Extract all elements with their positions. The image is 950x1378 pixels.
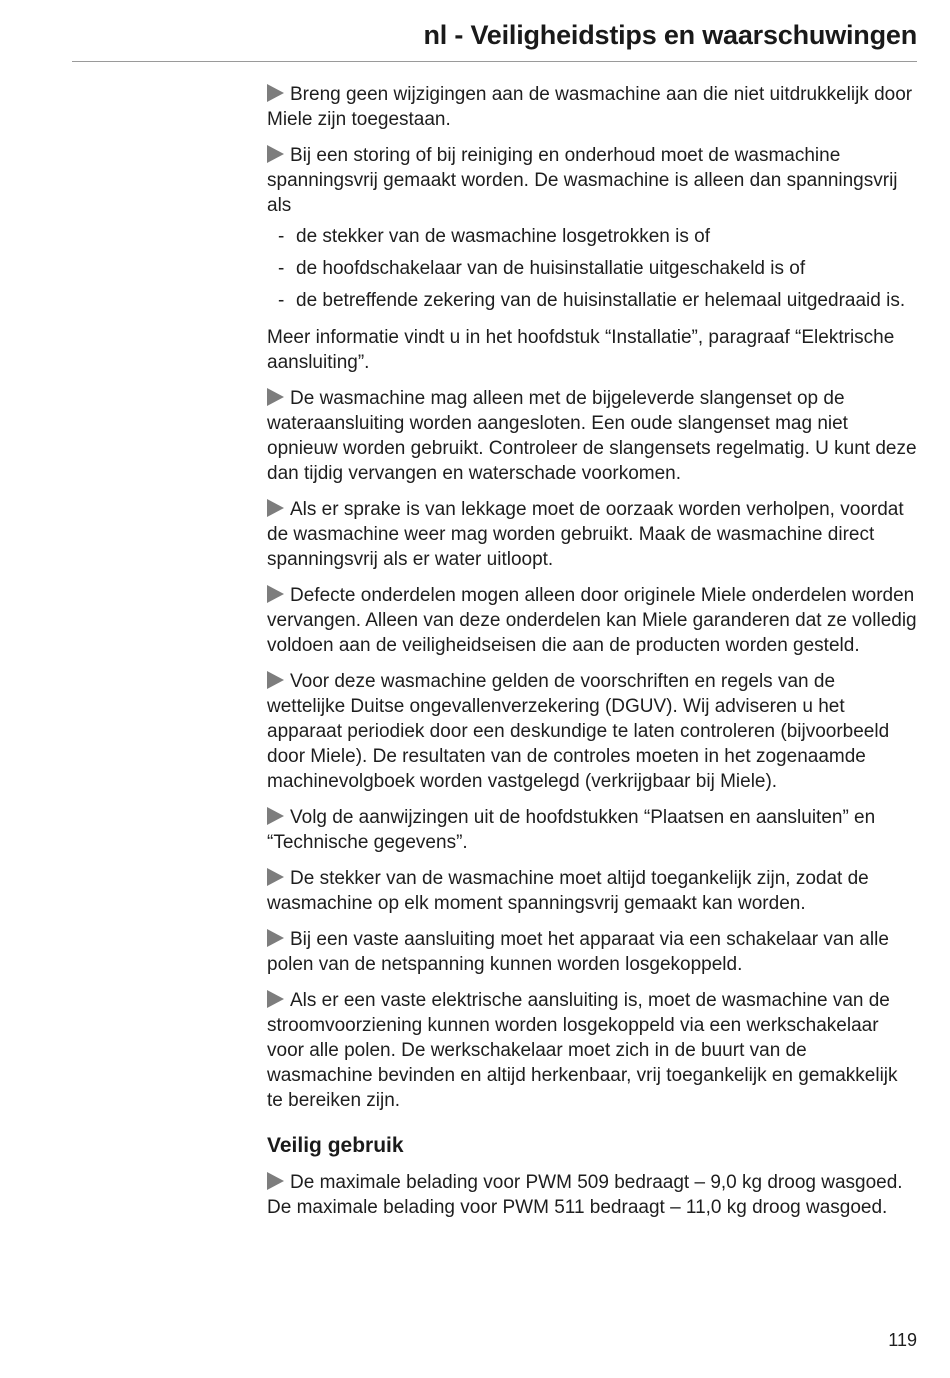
dash-marker: - (278, 290, 285, 311)
list-item-text: de betreffende zekering van de huisinstallatie er helemaal uitgedraaid is. (296, 290, 906, 311)
triangle-right-icon (267, 585, 284, 603)
paragraph (267, 927, 917, 977)
paragraph-text: De wasmachine mag alleen met de bijgeleverde slangenset op de wateraansluiting worden aangesloten. Een oude slangenset mag niet opnieuw worden gebruikt. Controleer de slangensets regelmatig. U kunt deze dan tijdig vervangen en waterschade voorkomen. (267, 388, 917, 484)
page-number: 119 (888, 1330, 917, 1350)
paragraph (267, 1170, 917, 1220)
paragraph-text: Bij een storing of bij reiniging en onderhoud moet de wasmachine spanningsvrij gemaakt worden. De wasmachine is alleen dan spanningsvrij als (267, 145, 898, 216)
paragraph (267, 583, 917, 658)
paragraph-text: Volg de aanwijzingen uit de hoofdstukken “Plaatsen en aansluiten” en “Technische gegevens”. (267, 807, 876, 853)
paragraph (267, 805, 917, 855)
paragraph-text: De maximale belading voor PWM 509 bedraagt – 9,0 kg droog wasgoed. De maximale belading voor PWM 511 bedraagt – 11,0 kg droog wasgoed. (267, 1172, 903, 1218)
paragraph-text: Als er een vaste elektrische aansluiting is, moet de wasmachine van de stroomvoorziening kunnen worden losgekoppeld via een werkschakelaar voor alle polen. De werkschakelaar moet zich in de buurt van de wasmachine bevinden en altijd herkenbaar, vrij toegankelijk en gemakkelijk te bereiken zijn. (267, 990, 898, 1111)
triangle-right-icon (267, 145, 284, 163)
triangle-right-icon (267, 929, 284, 947)
list-item (267, 256, 917, 281)
triangle-right-icon (267, 807, 284, 825)
section-heading: Veilig gebruik (267, 1134, 404, 1157)
paragraph-text: Defecte onderdelen mogen alleen door originele Miele onderdelen worden vervangen. Alleen van deze onderdelen kan Miele garanderen dat ze volledig voldoen aan de veiligheidseisen die aan de producten worden gesteld. (267, 585, 917, 656)
dash-marker: - (278, 226, 285, 247)
triangle-right-icon (267, 868, 284, 886)
list-item-text: de hoofdschakelaar van de huisinstallatie uitgeschakeld is of (296, 258, 806, 279)
paragraph-text: Als er sprake is van lekkage moet de oorzaak worden verholpen, voordat de wasmachine weer mag worden gebruikt. Maak de wasmachine direct spanningsvrij als er water uitloopt. (267, 499, 904, 570)
paragraph-text: Meer informatie vindt u in het hoofdstuk “Installatie”, paragraaf “Elektrische aansluiting”. (267, 327, 895, 373)
dash-marker: - (278, 258, 285, 279)
paragraph (267, 988, 917, 1113)
paragraph (267, 866, 917, 916)
paragraph (267, 143, 917, 218)
header-divider (72, 61, 917, 62)
list-item-text: de stekker van de wasmachine losgetrokken is of (296, 226, 710, 247)
paragraph (267, 325, 917, 375)
paragraph-text: Bij een vaste aansluiting moet het apparaat via een schakelaar van alle polen van de netspanning kunnen worden losgekoppeld. (267, 929, 889, 975)
triangle-right-icon (267, 1172, 284, 1190)
paragraph-text: De stekker van de wasmachine moet altijd toegankelijk zijn, zodat de wasmachine op elk moment spanningsvrij gemaakt kan worden. (267, 868, 869, 914)
paragraph (267, 497, 917, 572)
paragraph (267, 82, 917, 132)
main-content (267, 82, 917, 1231)
paragraph-text: Breng geen wijzigingen aan de wasmachine aan die niet uitdrukkelijk door Miele zijn toegestaan. (267, 84, 913, 130)
paragraph-text: Voor deze wasmachine gelden de voorschriften en regels van de wettelijke Duitse ongevallenverzekering (DGUV). Wij adviseren u het apparaat periodiek door een deskundige te laten controleren (bijvoorbeeld door Miele). De resultaten van de controles moeten in het zogenaamde machinevolgboek worden vastgelegd (verkrijgbaar bij Miele). (267, 671, 890, 792)
paragraph (267, 386, 917, 486)
list-item (267, 224, 917, 249)
triangle-right-icon (267, 499, 284, 517)
triangle-right-icon (267, 84, 284, 102)
page-title: nl - Veiligheidstips en waarschuwingen (423, 20, 917, 50)
paragraph (267, 669, 917, 794)
triangle-right-icon (267, 990, 284, 1008)
triangle-right-icon (267, 671, 284, 689)
list-item (267, 288, 917, 313)
condition-list (267, 224, 917, 313)
triangle-right-icon (267, 388, 284, 406)
